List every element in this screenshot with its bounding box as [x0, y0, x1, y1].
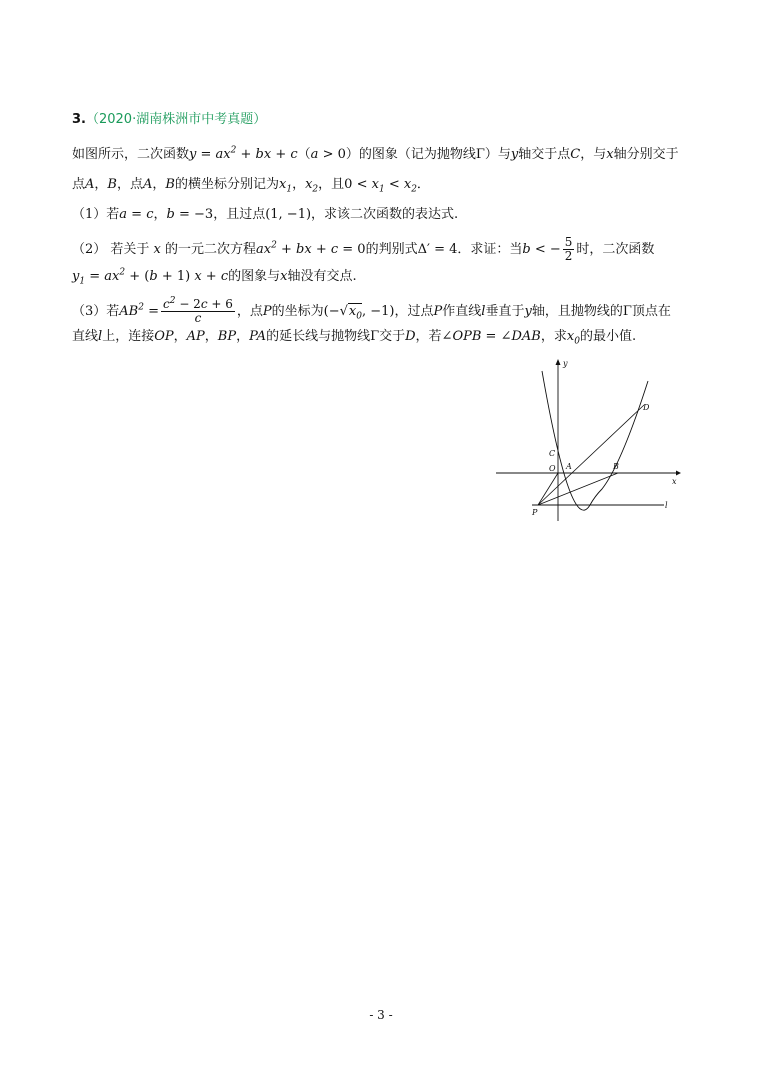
- label-d: D: [643, 403, 650, 412]
- label-a: A: [566, 462, 572, 471]
- part-3-line-1: （3）若$AB^2$ = $\frac{c^2 - 2c + 6}{c}$ ，点P的坐标为($-√x_0$, −1)，过点P作直线l垂直于y轴，且抛物线的Γ顶点在: [72, 296, 671, 325]
- problem-number: 3.: [72, 112, 86, 127]
- label-c: C: [549, 449, 556, 458]
- intro-line-1: 如图所示，二次函数$y = ax^2$ + bx + c（a > 0）的图象（记为抛物线Γ）与y轴交于点C，与x轴分别交于: [72, 145, 679, 162]
- part-1: （1）若a = c，b = −3，且过点(1, −1)，求该二次函数的表达式.: [72, 207, 459, 222]
- part-3-line-2: 直线l上，连接OP，AP，BP，PA的延长线与抛物线Γ交于D，若∠OPB = ∠DAB，求$x_0$的最小值.: [72, 329, 637, 347]
- part-2-line-1: （2） 若关于 x 的一元二次方程$ax^2$ + bx + c = 0的判别式Δ′ = 4．求证：当b < − $\frac{5}{2}$ 时，二次函数: [72, 235, 655, 263]
- intro-line-2: 点A，B，点A，B的横坐标分别记为$x_1$，$x_2$，且$0 < x_1 < x_2$．: [72, 177, 430, 195]
- page-number: - 3 -: [369, 1008, 393, 1022]
- label-b: B: [613, 462, 619, 471]
- label-o: O: [549, 464, 556, 473]
- problem-source: （2020·湖南株洲市中考真题）: [85, 112, 267, 127]
- segment-pb: [538, 473, 618, 505]
- label-x: x: [672, 477, 677, 486]
- label-p: P: [532, 508, 538, 517]
- x-axis-arrow: [676, 471, 681, 476]
- part-2-line-2: $y_1 = ax^2 + (b + 1) x + c$的图象与x轴没有交点.: [72, 267, 357, 287]
- formula-quadratic: $y = ax^2$ + bx + c: [189, 145, 298, 162]
- figure-svg: [492, 355, 682, 525]
- problem-heading: [72, 108, 266, 127]
- y-axis-arrow: [556, 359, 561, 365]
- label-y: y: [563, 359, 568, 368]
- label-l: l: [665, 501, 668, 510]
- parabola-figure: [492, 355, 682, 525]
